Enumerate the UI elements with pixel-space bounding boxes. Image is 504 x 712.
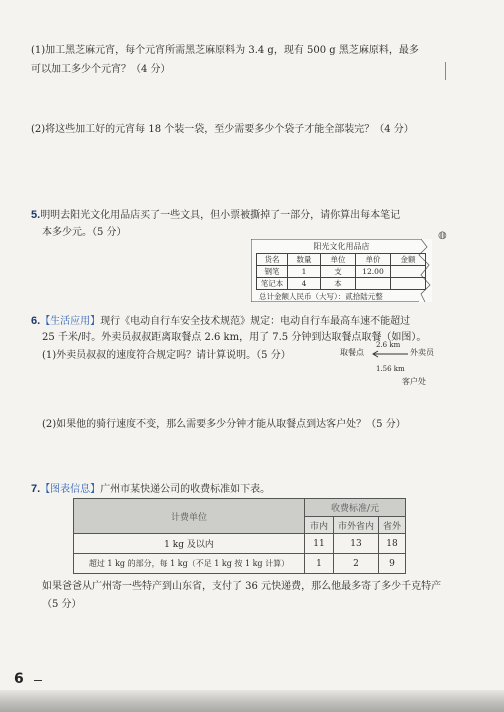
q6-line1 [31,314,410,329]
fee-row-label: 1 kg 及以内 [74,534,305,554]
q7-tag: 【图表信息】 [40,484,101,495]
q7-line3: （5 分） [42,599,82,610]
receipt-table [256,253,426,290]
q6-text-1: 现行《电动自行车安全技术规范》规定：电动自行车最高车速不能超过 [100,316,411,327]
q6-part2: (2)如果他的骑行速度不变，那么需要多少分钟才能从取餐点到达客户处？（5 分） [42,419,406,430]
receipt-cell: 12.00 [356,266,391,278]
q5-line1 [31,208,400,223]
fee-col-outside: 省外 [379,517,406,534]
fee-table [73,498,406,574]
q6-line2: 25 千米/时。外卖员叔叔距离取餐点 2.6 km，用了 7.5 分钟到达取餐点取餐（如图）。 [42,332,427,343]
receipt-cell: 1 [288,266,321,278]
receipt-header-qty: 数量 [288,254,321,266]
fee-col-city: 市内 [305,517,334,534]
fee-cell: 9 [379,554,406,574]
page-number: 6 [14,671,24,687]
arrow-left-icon [370,350,410,358]
q7-number: 7. [31,483,41,495]
q6-part1: (1)外卖员叔叔的速度符合规定吗？请计算说明。（5 分） [42,350,291,361]
page-number-dash [34,680,42,681]
fee-cell: 11 [305,534,334,554]
customer-label: 客户处 [402,377,426,386]
fee-cell: 13 [334,534,379,554]
receipt-total: 总计金额人民币（大写）：贰拾陆元整 [259,292,383,301]
fee-col-province: 市外省内 [334,517,379,534]
receipt-cell: 钢笔 [257,266,288,278]
receipt-title: 阳光文化用品店 [313,242,370,251]
q7-text-1: 广州市某快递公司的收费标准如下表。 [100,484,271,495]
fee-cell: 18 [379,534,406,554]
fee-row-label: 超过 1 kg 的部分，每 1 kg（不足 1 kg 按 1 kg 计算） [74,554,305,574]
margin-mark [445,62,446,80]
fee-header-unit: 计费单位 [74,499,305,534]
receipt-header-unit: 单位 [321,254,356,266]
torn-receipt [251,239,432,302]
binding-ring-icon: ◍ [438,230,447,241]
fee-cell: 2 [334,554,379,574]
q4-part1-line2: 可以加工多少个元宵？（4 分） [31,64,171,75]
page-edge-shadow [0,690,504,712]
receipt-header-amount: 金额 [391,254,426,266]
fee-header-standard: 收费标准/元 [305,499,406,517]
receipt-cell: 支 [321,266,356,278]
receipt-header-price: 单价 [356,254,391,266]
receipt-cell [391,278,426,290]
q4-part1-line1: (1)加工黑芝麻元宵，每个元宵所需黑芝麻原料为 3.4 g，现有 500 g 黑芝麻原料，最多 [31,45,419,56]
receipt-cell: 本 [321,278,356,290]
q5-line2: 本多少元。（5 分） [42,227,127,238]
q5-text-1: 明明去阳光文化用品店买了一些文具，但小票被撕掉了一部分，请你算出每本笔记 [40,210,401,221]
receipt-cell [391,266,426,278]
distance-label-2: 1.56 km [376,365,405,373]
q5-number: 5. [31,209,41,221]
distance-label-1: 2.6 km [376,341,401,349]
q7-line2: 如果爸爸从广州寄一些特产到山东省，支付了 36 元快递费，那么他最多寄了多少千克特产 [42,581,442,592]
receipt-cell [356,278,391,290]
q6-number: 6. [31,315,41,327]
q7-line1 [31,482,270,497]
fee-cell: 1 [305,554,334,574]
receipt-cell: 笔记本 [257,278,288,290]
receipt-cell: 4 [288,278,321,290]
q6-tag: 【生活应用】 [40,316,101,327]
courier-label: 外卖员 [410,348,434,357]
q4-part2: (2)将这些加工好的元宵每 18 个装一袋，至少需要多少个袋子才能全部装完？（4 分） [31,124,414,135]
pickup-label: 取餐点 [340,348,364,357]
receipt-header-goods: 货名 [257,254,288,266]
route-diagram [340,341,500,394]
